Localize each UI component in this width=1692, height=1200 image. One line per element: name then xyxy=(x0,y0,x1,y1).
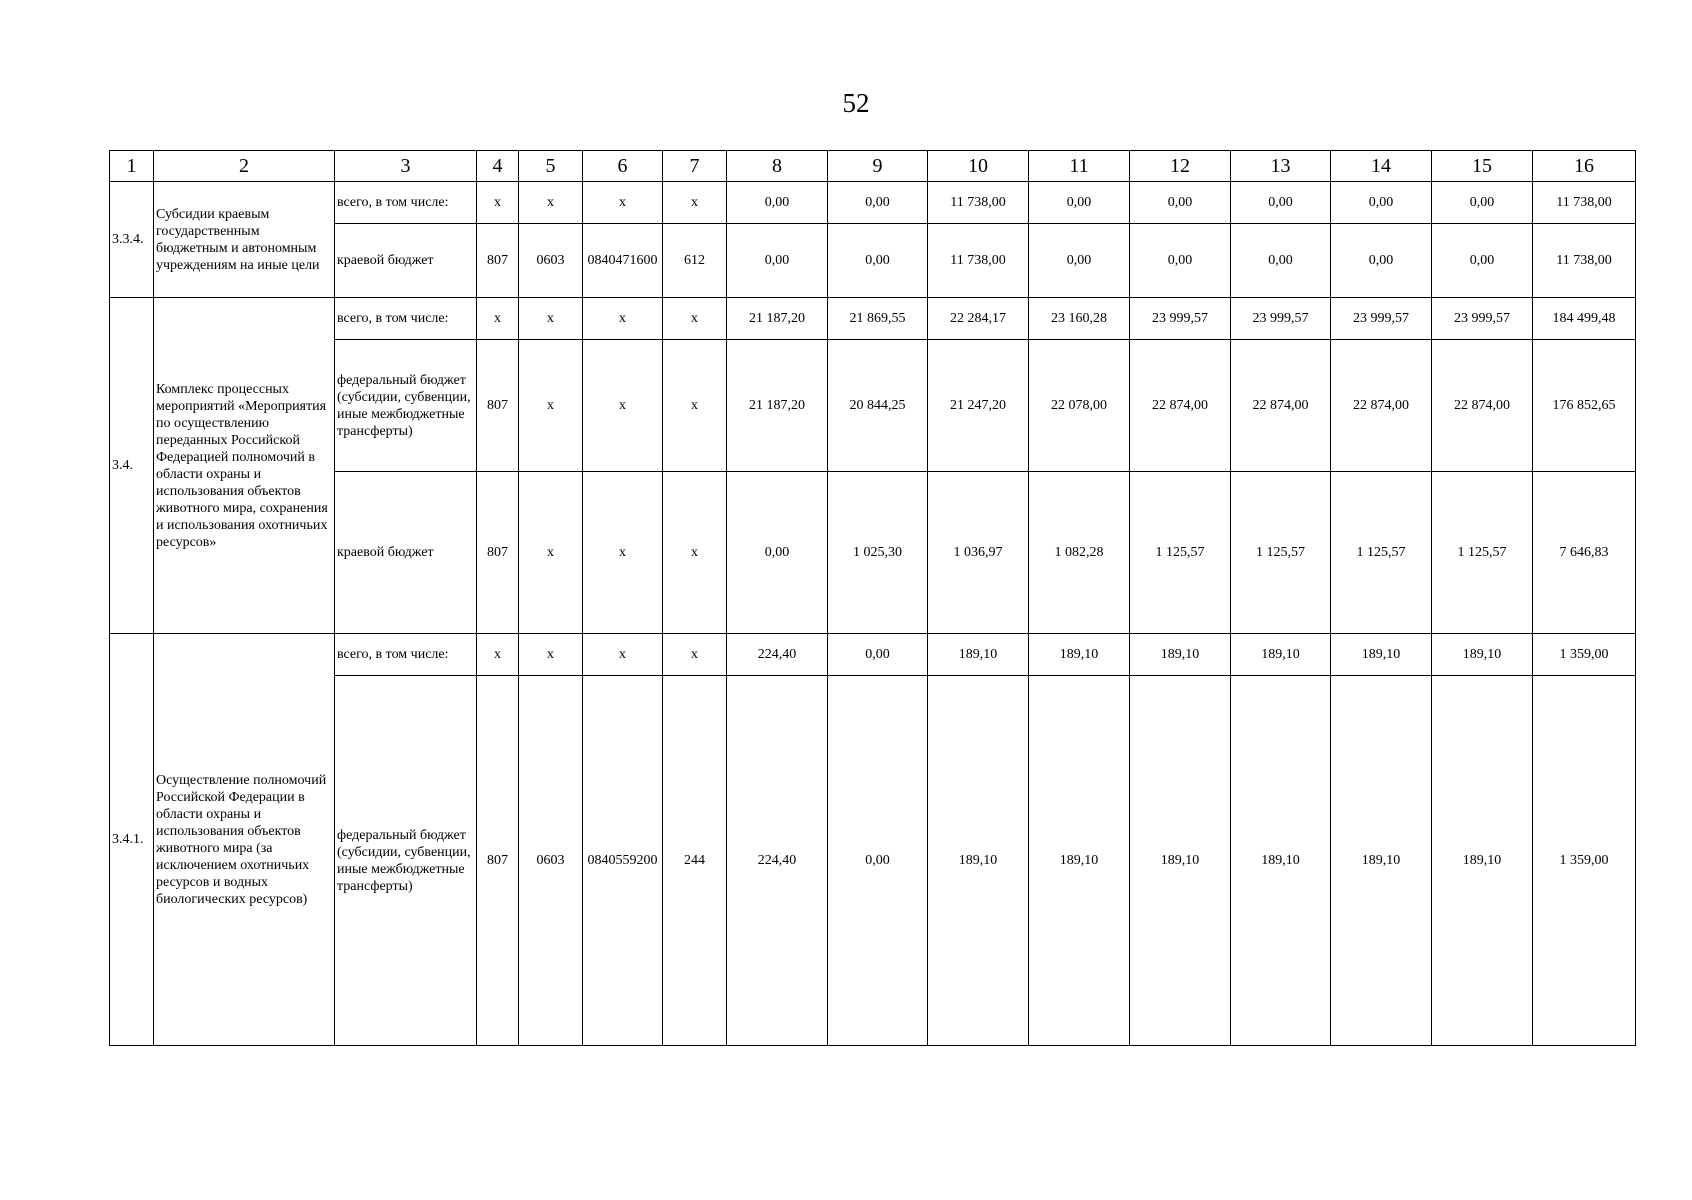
value-cell-16: 1 359,00 xyxy=(1533,676,1636,1046)
code-cell-c6: x xyxy=(583,472,663,634)
column-header-11: 11 xyxy=(1029,151,1130,182)
code-cell-c7: x xyxy=(663,340,727,472)
value-cell-10: 189,10 xyxy=(928,634,1029,676)
value-cell-8: 21 187,20 xyxy=(727,298,828,340)
value-cell-16: 11 738,00 xyxy=(1533,224,1636,298)
code-cell-c5: 0603 xyxy=(519,224,583,298)
value-cell-13: 189,10 xyxy=(1231,634,1331,676)
page-number: 52 xyxy=(842,88,870,118)
column-header-13: 13 xyxy=(1231,151,1331,182)
value-cell-14: 23 999,57 xyxy=(1331,298,1432,340)
column-header-2: 2 xyxy=(154,151,335,182)
column-header-16: 16 xyxy=(1533,151,1636,182)
value-cell-15: 22 874,00 xyxy=(1432,340,1533,472)
value-cell-12: 0,00 xyxy=(1130,224,1231,298)
code-cell-c7: x xyxy=(663,634,727,676)
value-cell-14: 22 874,00 xyxy=(1331,340,1432,472)
funding-source: краевой бюджет xyxy=(335,224,477,298)
column-header-8: 8 xyxy=(727,151,828,182)
table-row xyxy=(110,182,1636,224)
value-cell-8: 224,40 xyxy=(727,676,828,1046)
value-cell-11: 189,10 xyxy=(1029,634,1130,676)
value-cell-9: 1 025,30 xyxy=(828,472,928,634)
column-header-15: 15 xyxy=(1432,151,1533,182)
value-cell-12: 23 999,57 xyxy=(1130,298,1231,340)
code-cell-c7: x xyxy=(663,182,727,224)
value-cell-16: 7 646,83 xyxy=(1533,472,1636,634)
code-cell-c5: x xyxy=(519,182,583,224)
code-cell-c7: 244 xyxy=(663,676,727,1046)
code-cell-c4: x xyxy=(477,298,519,340)
column-header-14: 14 xyxy=(1331,151,1432,182)
value-cell-10: 11 738,00 xyxy=(928,224,1029,298)
value-cell-13: 22 874,00 xyxy=(1231,340,1331,472)
column-header-5: 5 xyxy=(519,151,583,182)
header-row xyxy=(110,151,1636,182)
value-cell-12: 0,00 xyxy=(1130,182,1231,224)
code-cell-c5: x xyxy=(519,634,583,676)
funding-source: федеральный бюджет (субсидии, субвенции, иные межбюджетные трансферты) xyxy=(335,676,477,1046)
section-name: Осуществление полномочий Российской Федерации в области охраны и использования объектов животного мира (за исключением охотничьих ресурсов и водных биологических ресурсов) xyxy=(154,634,335,1046)
value-cell-8: 0,00 xyxy=(727,472,828,634)
value-cell-14: 0,00 xyxy=(1331,182,1432,224)
value-cell-14: 189,10 xyxy=(1331,634,1432,676)
code-cell-c4: x xyxy=(477,182,519,224)
value-cell-15: 189,10 xyxy=(1432,676,1533,1046)
value-cell-9: 0,00 xyxy=(828,224,928,298)
value-cell-12: 22 874,00 xyxy=(1130,340,1231,472)
value-cell-10: 1 036,97 xyxy=(928,472,1029,634)
value-cell-11: 22 078,00 xyxy=(1029,340,1130,472)
code-cell-c4: 807 xyxy=(477,224,519,298)
code-cell-c5: x xyxy=(519,472,583,634)
section-index: 3.4.1. xyxy=(110,634,154,1046)
column-header-10: 10 xyxy=(928,151,1029,182)
value-cell-9: 0,00 xyxy=(828,634,928,676)
value-cell-11: 0,00 xyxy=(1029,182,1130,224)
code-cell-c5: 0603 xyxy=(519,676,583,1046)
table-row xyxy=(110,634,1636,676)
value-cell-15: 189,10 xyxy=(1432,634,1533,676)
column-header-1: 1 xyxy=(110,151,154,182)
value-cell-15: 0,00 xyxy=(1432,182,1533,224)
column-header-9: 9 xyxy=(828,151,928,182)
value-cell-15: 0,00 xyxy=(1432,224,1533,298)
section-index: 3.3.4. xyxy=(110,182,154,298)
column-header-12: 12 xyxy=(1130,151,1231,182)
value-cell-11: 1 082,28 xyxy=(1029,472,1130,634)
value-cell-9: 20 844,25 xyxy=(828,340,928,472)
code-cell-c4: 807 xyxy=(477,676,519,1046)
value-cell-12: 189,10 xyxy=(1130,676,1231,1046)
section-name: Субсидии краевым государственным бюджетным и автономным учреждениям на иные цели xyxy=(154,182,335,298)
section-index: 3.4. xyxy=(110,298,154,634)
value-cell-16: 184 499,48 xyxy=(1533,298,1636,340)
value-cell-11: 189,10 xyxy=(1029,676,1130,1046)
table-row xyxy=(110,298,1636,340)
column-header-6: 6 xyxy=(583,151,663,182)
value-cell-9: 0,00 xyxy=(828,676,928,1046)
value-cell-10: 21 247,20 xyxy=(928,340,1029,472)
value-cell-15: 23 999,57 xyxy=(1432,298,1533,340)
column-header-7: 7 xyxy=(663,151,727,182)
value-cell-9: 0,00 xyxy=(828,182,928,224)
value-cell-16: 11 738,00 xyxy=(1533,182,1636,224)
value-cell-12: 189,10 xyxy=(1130,634,1231,676)
value-cell-8: 224,40 xyxy=(727,634,828,676)
value-cell-13: 23 999,57 xyxy=(1231,298,1331,340)
code-cell-c7: x xyxy=(663,298,727,340)
funding-source: всего, в том числе: xyxy=(335,182,477,224)
value-cell-11: 23 160,28 xyxy=(1029,298,1130,340)
value-cell-13: 189,10 xyxy=(1231,676,1331,1046)
budget-table xyxy=(109,150,1636,1046)
code-cell-c6: x xyxy=(583,340,663,472)
value-cell-13: 0,00 xyxy=(1231,224,1331,298)
code-cell-c5: x xyxy=(519,298,583,340)
value-cell-16: 1 359,00 xyxy=(1533,634,1636,676)
funding-source: всего, в том числе: xyxy=(335,298,477,340)
table-row xyxy=(110,472,1636,634)
code-cell-c6: 0840471600 xyxy=(583,224,663,298)
code-cell-c6: x xyxy=(583,182,663,224)
value-cell-9: 21 869,55 xyxy=(828,298,928,340)
value-cell-11: 0,00 xyxy=(1029,224,1130,298)
table-row xyxy=(110,224,1636,298)
value-cell-15: 1 125,57 xyxy=(1432,472,1533,634)
value-cell-8: 0,00 xyxy=(727,182,828,224)
code-cell-c6: 0840559200 xyxy=(583,676,663,1046)
value-cell-14: 189,10 xyxy=(1331,676,1432,1046)
code-cell-c4: 807 xyxy=(477,340,519,472)
value-cell-16: 176 852,65 xyxy=(1533,340,1636,472)
table-row xyxy=(110,340,1636,472)
value-cell-13: 1 125,57 xyxy=(1231,472,1331,634)
value-cell-8: 0,00 xyxy=(727,224,828,298)
value-cell-10: 11 738,00 xyxy=(928,182,1029,224)
code-cell-c5: x xyxy=(519,340,583,472)
column-header-3: 3 xyxy=(335,151,477,182)
value-cell-8: 21 187,20 xyxy=(727,340,828,472)
value-cell-10: 189,10 xyxy=(928,676,1029,1046)
code-cell-c6: x xyxy=(583,634,663,676)
code-cell-c6: x xyxy=(583,298,663,340)
funding-source: всего, в том числе: xyxy=(335,634,477,676)
section-name: Комплекс процессных мероприятий «Мероприятия по осуществлению переданных Российской Федерацией полномочий в области охраны и использования объектов животного мира, сохранения и использования охотничьих ресурсов» xyxy=(154,298,335,634)
code-cell-c4: x xyxy=(477,634,519,676)
value-cell-14: 1 125,57 xyxy=(1331,472,1432,634)
table-row xyxy=(110,676,1636,1046)
code-cell-c4: 807 xyxy=(477,472,519,634)
value-cell-13: 0,00 xyxy=(1231,182,1331,224)
value-cell-12: 1 125,57 xyxy=(1130,472,1231,634)
code-cell-c7: x xyxy=(663,472,727,634)
column-header-4: 4 xyxy=(477,151,519,182)
code-cell-c7: 612 xyxy=(663,224,727,298)
value-cell-14: 0,00 xyxy=(1331,224,1432,298)
funding-source: краевой бюджет xyxy=(335,472,477,634)
funding-source: федеральный бюджет (субсидии, субвенции, иные межбюджетные трансферты) xyxy=(335,340,477,472)
value-cell-10: 22 284,17 xyxy=(928,298,1029,340)
